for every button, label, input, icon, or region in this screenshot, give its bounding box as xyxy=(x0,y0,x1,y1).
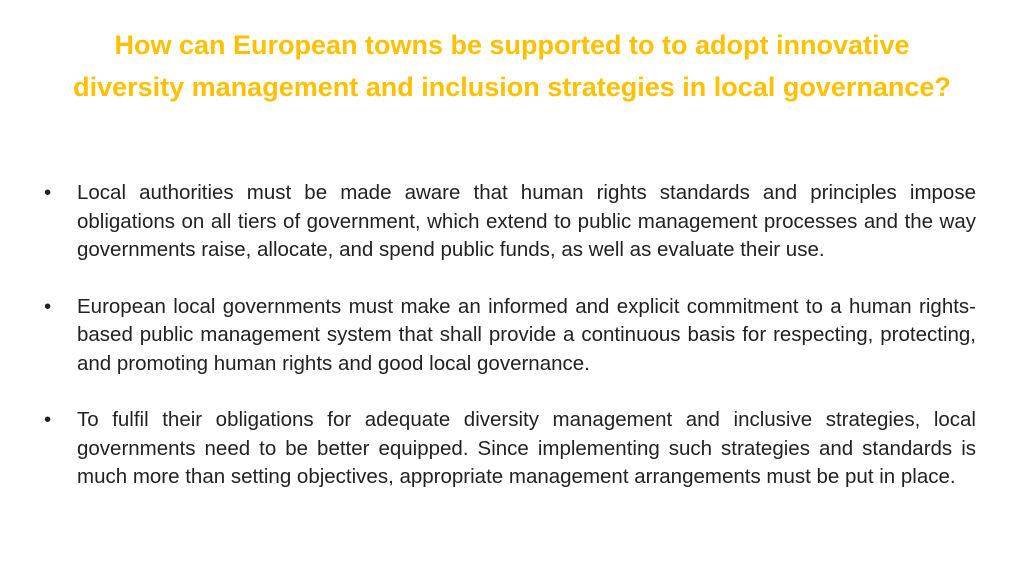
bullet-marker: • xyxy=(44,408,52,431)
bullet-text: Local authorities must be made aware that human rights standards and principles impose obligations on all tiers of government, which extend to public management processes and the way governments raise, allocate, and spend public funds, as well as evaluate their use. xyxy=(77,181,976,261)
bullet-marker: • xyxy=(44,294,52,318)
bullet-text: European local governments must make an informed and explicit commitment to a human rights-based public management system that shall provide a continuous basis for respecting, protecting, and promoting human rights and good local governance. xyxy=(77,294,976,375)
slide-title: How can European towns be supported to to adopt innovative diversity management and inclusion strategies in local governance? xyxy=(73,30,951,102)
bullet-marker: • xyxy=(44,181,52,204)
bullet-list xyxy=(42,179,976,520)
bullet-text: To fulfil their obligations for adequate diversity management and inclusive strategies, local governments need to be better equipped. Since implementing such strategies and standards is much more than setting objectives, appropriate management arrangements must be put in place. xyxy=(77,408,976,488)
bullet-item xyxy=(42,179,976,265)
bullet-item xyxy=(42,406,976,492)
bullet-item xyxy=(42,293,976,379)
